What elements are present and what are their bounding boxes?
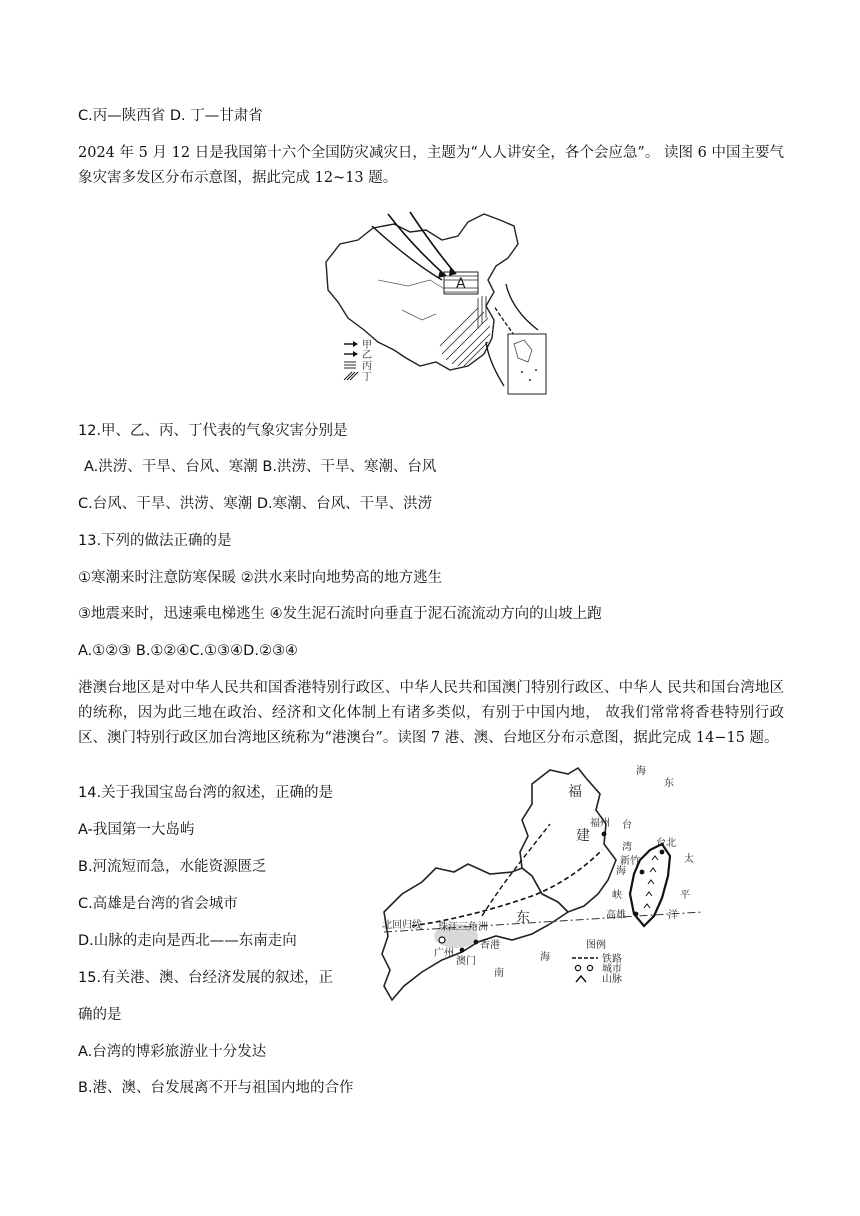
intro-hk-macau-taiwan: 港澳台地区是对中华人民共和国香港特别行政区、中华人民共和国澳门特别行政区、中华人 民共和国台湾地区的统称，因为此三地在政治、经济和文化体制上有诸多类似，有别于中国内地， 故我们常常将香巷特别行政区、澳门特别行政区加台湾地区统称为“港澳台”。读图 7 港、澳、台地区分布示意图，据此完成 14−15 题。 <box>78 680 784 746</box>
q12-options-ab: A.洪涝、干旱、台风、寒潮 B.洪涝、干旱、寒潮、台风 <box>84 459 437 475</box>
label-hai-1: 海 <box>636 766 646 777</box>
label-dong-2: 东 <box>516 910 530 926</box>
label-dong-1: 东 <box>664 778 674 789</box>
label-taibei: 台北 <box>656 838 676 849</box>
label-tropic: 北回归线 <box>382 920 422 931</box>
label-xinzhu: 新竹 <box>620 856 640 867</box>
q13-options: A.①②③ B.①②④C.①③④D.②③④ <box>78 643 298 659</box>
q15-stem-line1: 15.有关港、澳、台经济发展的叙述，正 <box>78 970 334 986</box>
q14-stem: 14.关于我国宝岛台湾的叙述，正确的是 <box>78 785 334 801</box>
label-prd: 珠江三角洲 <box>438 922 488 933</box>
label-fu: 福 <box>568 784 582 800</box>
legend-title: 图例 <box>586 940 606 951</box>
label-hai-2: 海 <box>616 866 626 877</box>
label-fuzhou: 福州 <box>590 818 610 829</box>
label-guangzhou: 广州 <box>434 948 454 959</box>
south-china-sea-inset <box>508 334 546 394</box>
q15-stem-line2: 确的是 <box>78 1007 122 1023</box>
q13-line1: ①寒潮来时注意防寒保暖 ②洪水来时向地势高的地方逃生 <box>78 570 443 586</box>
q14-option-c: C.高雄是台湾的省会城市 <box>78 896 238 912</box>
label-nan: 南 <box>494 968 504 979</box>
q15-option-b: B.港、澳、台发展离不开与祖国内地的合作 <box>78 1080 354 1096</box>
label-jian: 建 <box>576 828 590 844</box>
q12-stem: 12.甲、乙、丙、丁代表的气象灾害分别是 <box>78 423 348 439</box>
label-ping: 平 <box>680 890 690 901</box>
label-tai: 台 <box>622 820 632 831</box>
intro-disaster-day: 2024 年 5 月 12 日是我国第十六个全国防灾减灾日，主题为“人人讲安全，各个会应急”。 读图 6 中国主要气象灾害多发区分布示意图，据此完成 12~13 题。 <box>78 145 784 186</box>
taipei-marker <box>660 850 665 855</box>
q13-line2: ③地震来时，迅速乘电梯逃生 ④发生泥石流时向垂直于泥石流流动方向的山坡上跑 <box>78 606 602 622</box>
q14-option-a: A-我国第一大岛屿 <box>78 822 195 838</box>
label-tai-2: 太 <box>684 854 694 865</box>
label-yang: 洋 <box>668 910 678 921</box>
legend-city: 城市 <box>602 964 622 975</box>
xinzhu-marker <box>640 870 645 875</box>
q14-option-b: B.河流短而急，水能资源匮乏 <box>78 859 267 875</box>
legend-rail: 铁路 <box>602 954 622 965</box>
q15-option-a: A.台湾的博彩旅游业十分发达 <box>78 1044 267 1060</box>
q12-options-cd: C.台风、干旱、洪涝、寒潮 D.寒潮、台风、干旱、洪涝 <box>78 496 433 512</box>
label-aomen: 澳门 <box>456 956 476 967</box>
label-gaoxiong: 高雄 <box>606 910 626 921</box>
legend-jia: 甲 <box>362 340 372 351</box>
hk-macau-taiwan-map-figure <box>372 764 702 1010</box>
disaster-map-figure <box>318 210 548 396</box>
legend-ding: 丁 <box>362 372 372 383</box>
hongkong-marker <box>474 940 479 945</box>
q14-option-d: D.山脉的走向是西北——东南走向 <box>78 933 297 949</box>
q11-options-tail: C.丙—陕西省 D. 丁—甘肃省 <box>78 108 263 124</box>
label-xia: 峡 <box>612 890 622 901</box>
legend-bing: 丙 <box>362 361 372 372</box>
region-a-label: A <box>456 276 466 292</box>
legend-mountain: 山脉 <box>602 974 622 985</box>
label-xianggang: 香港 <box>480 940 500 951</box>
legend-yi: 乙 <box>362 350 372 361</box>
q13-stem: 13.下列的做法正确的是 <box>78 533 232 549</box>
gaoxiong-marker <box>634 912 639 917</box>
label-hai-3: 海 <box>540 952 550 963</box>
label-wan: 湾 <box>622 842 632 853</box>
macau-marker <box>460 948 465 953</box>
guangzhou-marker <box>439 937 445 943</box>
fuzhou-marker <box>602 832 607 837</box>
